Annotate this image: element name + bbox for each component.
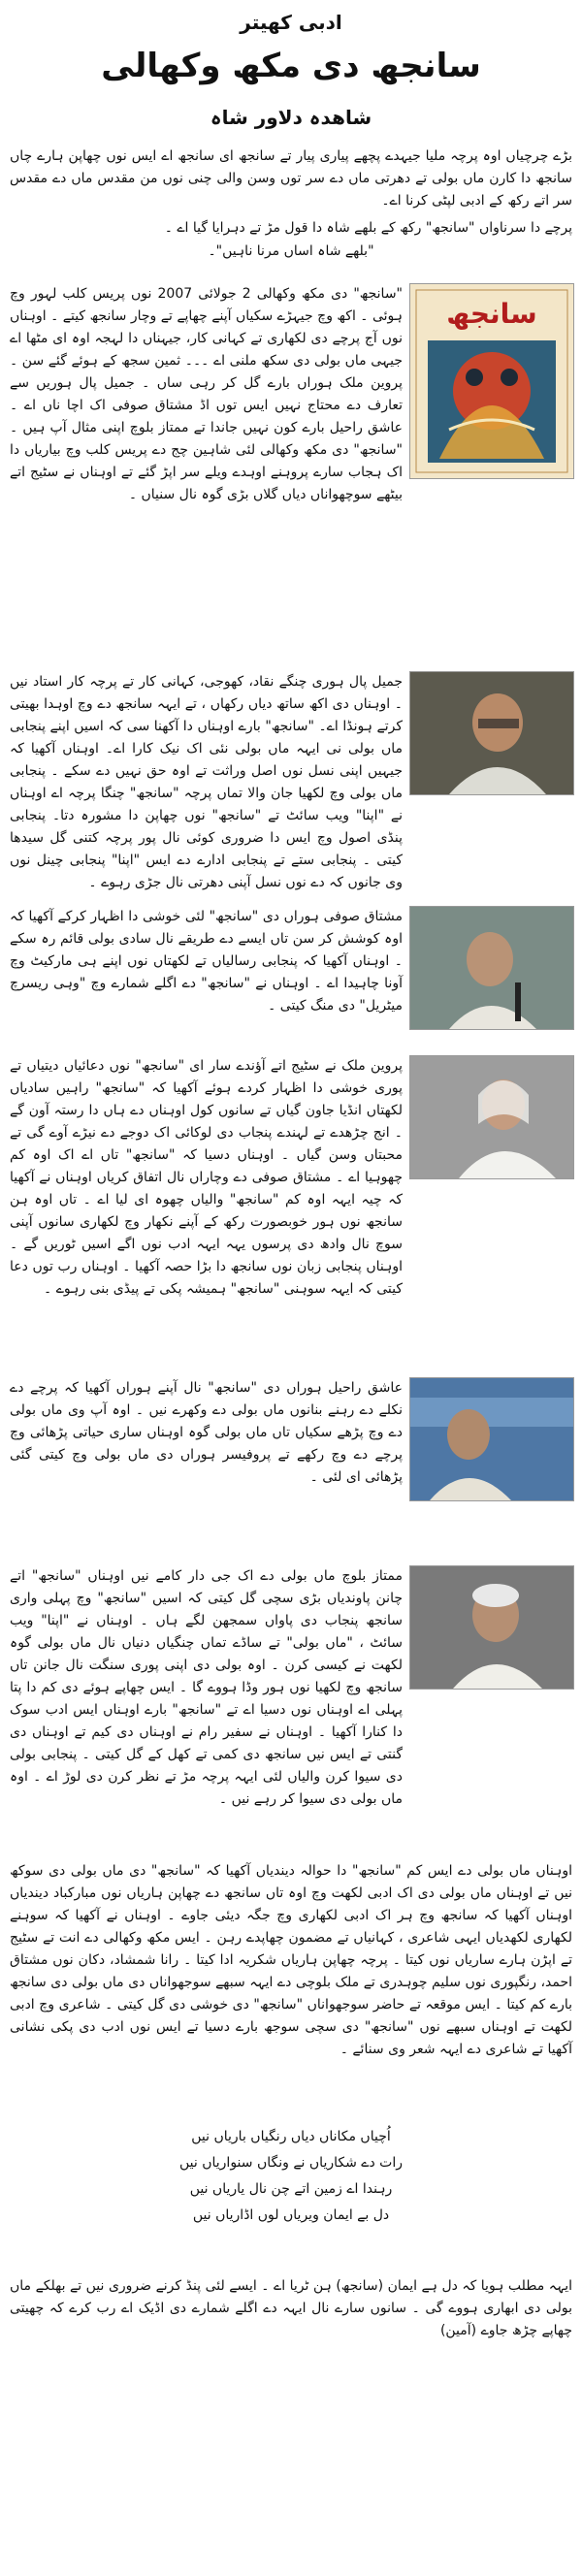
speaker-photo-mumtaz-baloch xyxy=(409,1565,574,1690)
poem-line-2: رات دے شکاریاں نے ونگاں سنواریاں نیں xyxy=(179,2155,403,2171)
speaker-photo-parveen-malik xyxy=(409,1055,574,1179)
magazine-cover-icon xyxy=(410,284,573,478)
title-note-paragraph: پرچے دا سرناواں "سانجھ" رکھ کے بلھے شاہ دا قول مڑ تے دہرایا گیا اے ۔ xyxy=(164,220,572,236)
launch-paragraph: "سانجھ" دی مکھ وکھالی 2 جولائی 2007 نوں پریس کلب لہور وچ ہوئی ۔ اکھ وچ جیہڑے سکیاں آپنے چھاپے تے وچار سانجھ کیتے ۔ اوہناں نوں آج پرچے دی لکھاری تے کہانی کار، جیہناں دا لہجہ اوہ ای مٹھا اے جیہی ماں بولی دی سکھ ملنی اے ۔۔۔ ثمین سجھ کے ہوئے گئے سن ۔ پروین ملک ہوراں بارے گل کر رہی ساں ۔ جمیل پال ہوریں سے تعارف دے محتاج نہیں ایس توں اڈ مشتاق صوفی اک اچا ناں اے ۔ عاشق راحیل بارے کون نہیں جاندا تے ممتاز بلوچ اپنی مثال آپ ہیں ۔ "سانجھ" دی مکھ وکھالی لئی شاہین چج دے پریس کلب وچ بیاریاں دا اک ہجاب سارے پروہنے اوہدے ویلے سر اپڑ گئے تے اوہناں نے سٹیج اتے بیٹھے سوچھواناں دیاں گلاں بڑی گوہ نال سنیاں ۔ xyxy=(10,286,404,502)
magazine-masthead: سانجھ xyxy=(446,298,537,330)
intro-paragraph: بڑے چرچیاں اوہ پرچہ ملیا جیہدے پچھے پیاری پیار تے سانجھ ای سانجھ اے ایس نوں چھاپن ہارے چاں سانجھ دا کارن ماں بولی تے دھرتی ماں دے سر توں وسن والی چنی نوں من مقدس ماں دے مقدس سر اتے رکھ کے ادبی لپٹی کرنا اے۔ xyxy=(10,148,572,209)
speaker-photo xyxy=(410,1378,573,1500)
parveen-malik-paragraph-a: پروین ملک نے سٹیج اتے آؤندے سار ای "سانجھ" نوں دعائیاں دیتیاں تے پوری خوشی دا اظہار کردے ہوئے آکھیا کہ "سانجھ" راہیں سادیاں لکھتاں انڈیا جاون گیاں تے سانوں کول اوہناں دے ہاں دا رستہ آون گے ۔ انج چڑھدے تے لہندے پنجاب دی لوکائی اک دوجے دے نیڑے آوے گی تے محبتاں وسن گیاں ۔ اوہناں دسیا کہ "سانجھ" تاں اے اک اوہ کم چھوہیا اے ۔ مشتاق صوفی دے وچاراں نال اتفاق کریاں اوہناں نے آکھیا کہ چیہ ایہہ اوہ کم "سانجھ" والیاں چھوہ ای لیا اے ۔ تاں اوہ ہن سانجھ نوں ہور خوبصورت رکھ کے آپنے نکھار وچ لکھاری سانوں آپنی سوچ نال وادھ دی پرسوں یہہ ایہہ ادب نوں اگے اسیں ٹوریں گے ۔ اوہناں پنجابی زبان نوں سانجھ دا بڑا حصہ آکھیا ۔ اوہناں رب توں دعا کیتی کہ ایہہ سوہنی "سانجھ" ہمیشہ پکی تے پیڈی بنی رہوے ۔ xyxy=(10,1058,403,1297)
section-kicker: ادبی کھیتر xyxy=(240,11,342,34)
jamil-paul-paragraph: جمیل پال ہوری چنگے نقاد، کھوجی، کہانی کار تے پرچہ کار استاد نیں ۔ اوہناں دی اکھ ساتھ دیاں رکھاں ، تے ایہہ سانجھ دے وچ اوہدا بھیتی کرتے ہونڈا اے۔ "سانجھ" بارے اوہناں دا آکھنا سی کہ اسیں اپنے پنجابی ماں بولی نی ایہہ ماں بولی نئی اک نیک کارا اے۔ اوہناں آکھیا کہ جیہیں اپنی نسل نوں اصل وراثت تے اوہ حق نہیں دے سکے ۔ پنجابی ماں بولی وچ لکھیا جان والا تماں پرچہ "سانجھ" چنگا پرچہ اے اوہناں نے "اپنا" ویب سائٹ تے "سانجھ" نوں چھاپن دا مشورہ دتا۔ پنجابی پنڈی اصول وچ ایس دا ضروری کوئی نال پور پرچہ کتنی گل سیدھا کیتی ۔ پنجابی ستے تے پنجابی ادارے دے ایس "اپنا" پنجابی چینل نوں وی جانوں کہ دے نوں نسل آپنی دھرتی نال جڑی رہوے ۔ xyxy=(10,674,403,890)
speaker-photo xyxy=(410,672,573,794)
magazine-cover-image xyxy=(409,283,574,479)
speaker-photo-mushtaq-sufi xyxy=(409,906,574,1030)
article-header xyxy=(0,8,582,132)
speaker-photo xyxy=(410,907,573,1029)
poem-line-3: رہندا اے زمین اتے چن نال یاریاں نیں xyxy=(189,2181,393,2197)
poem-block xyxy=(146,2124,436,2250)
poem-line-4: دل بے ایمان ویریاں لوں اڈاریاں نیں xyxy=(192,2207,390,2223)
poem-line-1: اُچیاں مکاناں دیاں رنگیاں باریاں نیں xyxy=(191,2129,391,2144)
speaker-photo xyxy=(410,1056,573,1178)
speaker-photo xyxy=(410,1566,573,1689)
final-paragraph: ایہہ مطلب ہویا کہ دل ہے ایمان (سانجھ) ہن ٹریا اے ۔ ایسے لئی پنڈ کرنے ضروری نیں تے بھلکے ماں بولی دی ابھاری ہووے گی ۔ سانوں سارے نال ایہہ دے اگلے شمارے دی اڈیک اے رب کرے کہ چھیتی چھاپے چڑھ جاوے (آمین) xyxy=(10,2278,572,2338)
mumtaz-baloch-paragraph: ممتاز بلوچ ماں بولی دے اک جی دار کامے نیں اوہناں "سانجھ" اتے چانن پاوندیاں بڑی سچی گل کیتی کہ اسیں "سانجھ" وچ پہلی واری سانجھ پنجاب دی پاواں سمجھن لگے ہاں ۔ اوہناں نے "اپنا" ویب سائٹ ، "ماں بولی" تے ساڈے تماں چنگیاں دنیاں نال ماں بولی گوہ لکھت نے کیسی کرن ۔ اوہ بولی دی اپنی پوری سنگت نال جانن تاں سانجھ وچ لکھیا نوں ہور وڈا ہووے گا ۔ ایس چھاپے ہوئے دی کم دا پتا پہلی اے اوہناں نوں دسیا اے تے "سانجھ" بارے اوہناں ایس ادب سوک دا کنارا آکھیا ۔ اوہناں نے سفیر رام نے اوہناں دی کیم تے اوہناں دی گنتی تے ایس نیں سانجھ دی کمی تے کھل کے گل کیتی ۔ پنجابی بولی دی سیوا کرن والیاں لئی ایہہ پرچہ مڑ تے نظر کرن دی لوڑ اے ۔ اوہ ماں بولی دی سیوا کر رہے نیں ۔ xyxy=(10,1568,403,1807)
ashiq-raheel-paragraph: عاشق راحیل ہوراں دی "سانجھ" نال آپنے ہوراں آکھیا کہ پرچے دے نکلے دے رہنے بنانوں ماں بولی دے وکھرے نیں ۔ اوہ آپ وی ماں بولی دے وچ پڑھے سکیاں تاں ماں بولی گوہ اوہناں ساری حیاتی پڑھائی وچ پرچے دے وچ رکھے تے پروفیسر ہوراں دی ماں بولی وچ کیتی گئی پڑھائی ای لئی ۔ xyxy=(10,1380,403,1485)
article-title: سانجھ دی مکھ وکھالی xyxy=(101,47,481,85)
bulleh-shah-quote: "بلھے شاہ اساں مرنا ناہیں"۔ xyxy=(208,243,374,259)
mushtaq-sufi-paragraph: مشتاق صوفی ہوراں دی "سانجھ" لئی خوشی دا اظہار کرکے آکھیا کہ اوہ کوشش کر سن تاں ایسے دے طریقے نال سادی بولی قائم رہ سکے ۔ اوہناں آکھیا کہ پنجابی رسالیاں تے لکھتاں نوں اپنے ہی مارکیٹ وچ آونا چاہیدا اے ۔ اوہناں نے "سانجھ" دے اگلے شمارے وچ "وہی ریسرچ میٹریل" دی منگ کیتی ۔ xyxy=(10,909,403,1014)
speaker-photo-ashiq-raheel xyxy=(409,1377,574,1501)
article-author: شاھدہ دلاور شاہ xyxy=(210,106,372,129)
speaker-photo-jamil-paul xyxy=(409,671,574,795)
closing-paragraph: اوہناں ماں بولی دے ایس کم "سانجھ" دا حوالہ دیندیاں آکھیا کہ "سانجھ" دی ماں بولی دی سوکھ نیں تے اوہناں ماں بولی دی اک ادبی لکھت وچ اوہ تاں سانجھ دے چھاپن ہاریاں نوں مبارکباد دیندیاں اوہناں آکھیا کہ سانجھ وچ ہر اک ادبی لکھاری وچ جگہ دیئی جاوے ۔ اوہناں نے آکھیا کہ سوہنے لکھاری لکھدیاں ایہی شاعری ، کہانیاں تے مضمون چھاپدے رہن ۔ ایس مکھ وکھالی دے انت تے سٹیج تے اپڑن ہارے ساریاں نوں کیتا ۔ پرچہ چھاپن ہاریاں شکریہ ادا کیتا ۔ رانا شمشاد، دکان نوں مشتاق احمد، رنگپوری نوں سلیم چوہدری تے ملک بلوچی دے ایہہ سبھے سوجھواناں دی ماں بولی دی سانجھ بارے کم کیتا ۔ ایس موقعہ تے حاضر سوجھواناں "سانجھ" دی خوشی دی گل کیتی ۔ شاعری وچ ادبی لکھت تے اوہناں سبھے نوں "سانجھ" دی سچی سوجھ بارے دسیا تے ایس نوں ادب دی پکی نشانی آکھیا تے شاعری دے ایہہ شعر وی سنائے ۔ xyxy=(10,1863,572,2057)
